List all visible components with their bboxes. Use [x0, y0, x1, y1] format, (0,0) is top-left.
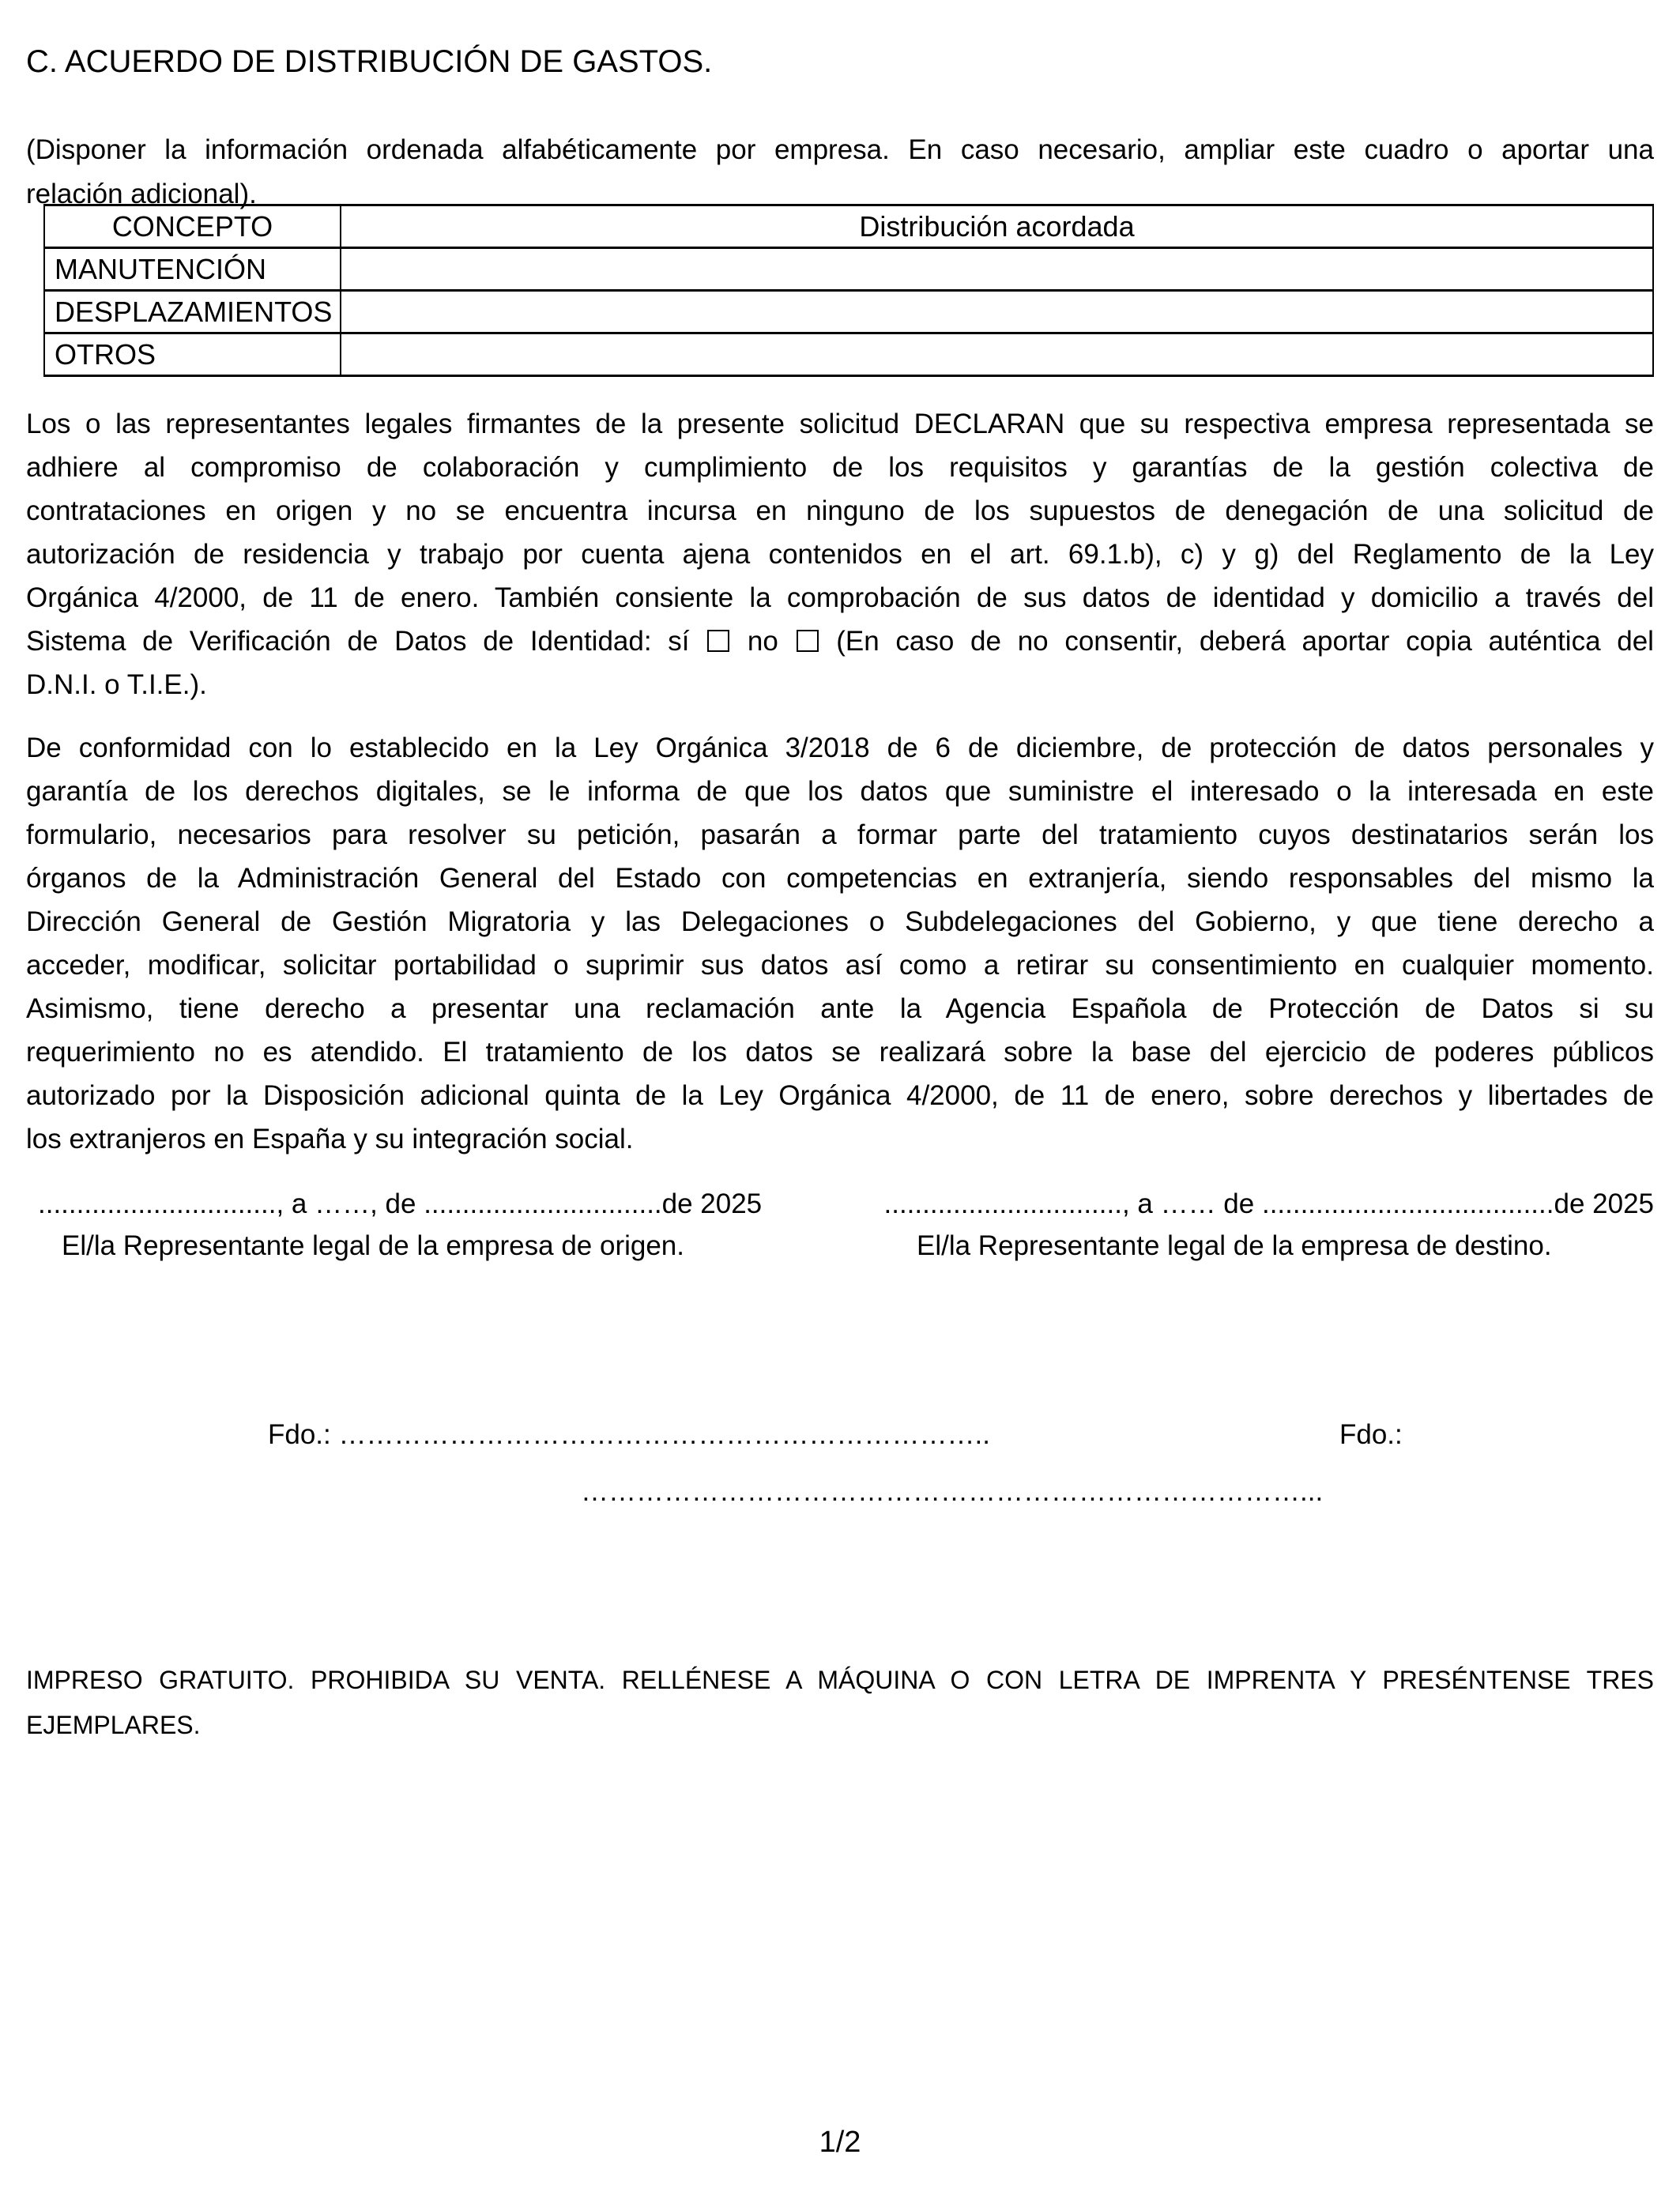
text-line: EJEMPLARES. — [26, 1711, 201, 1739]
declaration-paragraph — [26, 402, 1654, 706]
consent-yes-label: sí — [668, 626, 690, 657]
text-line: Orgánica 4/2000, de 11 de enero. También consiente la comprobación de sus datos de identidad y domicilio a través del — [26, 582, 1654, 613]
row-label-otros: OTROS — [44, 333, 341, 376]
text-line: adhiere al compromiso de colaboración y cumplimiento de los requisitos y garantías de la gestión colectiva de — [26, 452, 1654, 483]
free-form-notice — [26, 1658, 1654, 1748]
row-label-manutencion: MANUTENCIÓN — [44, 248, 341, 291]
text-line: relación adicional). — [26, 179, 257, 209]
declaration-lines — [26, 402, 1654, 620]
expenses-table-wrap — [43, 204, 1654, 377]
text-line: garantía de los derechos digitales, se le informa de que los datos que suministre el interesado o la interesada en este — [26, 776, 1654, 807]
date-place-line-origin[interactable]: ..............................., a ……, de ...............................de 2025 — [38, 1188, 763, 1219]
table-header-row — [44, 205, 1653, 248]
text-line: requerimiento no es atendido. El tratamiento de los datos se realizará sobre la base del ejercicio de poderes públicos — [26, 1037, 1654, 1068]
fdo-label-destination: Fdo.: — [1339, 1419, 1403, 1450]
cell-otros-value[interactable] — [341, 333, 1653, 376]
signed-by-destination — [1339, 1413, 1403, 1456]
page-title: C. ACUERDO DE DISTRIBUCIÓN DE GASTOS. — [26, 44, 713, 79]
table-row — [44, 248, 1653, 291]
text-line: contrataciones en origen y no se encuentra incursa en ninguno de los supuestos de denegación de una solicitud de — [26, 495, 1654, 526]
row-label-desplazamientos: DESPLAZAMIENTOS — [44, 291, 341, 333]
text-line: formulario, necesarios para resolver su petición, pasarán a formar parte del tratamiento cuyos destinatarios serán los — [26, 819, 1654, 850]
consent-note: (En caso de no consentir, deberá aportar copia auténtica del — [836, 626, 1654, 657]
text-line: acceder, modificar, solicitar portabilidad o suprimir sus datos así como a retirar su consentimiento en cualquier momento. — [26, 950, 1654, 981]
date-place-line-destination[interactable]: ..............................., a …… de ......................................de 2025 — [883, 1188, 1654, 1219]
text-line: los extranjeros en España y su integración social. — [26, 1124, 634, 1154]
representative-destination-label: El/la Representante legal de la empresa de destino. — [917, 1230, 1552, 1261]
text-line: (Disponer la información ordenada alfabéticamente por empresa. En caso necesario, ampliar este cuadro o aportar una — [26, 134, 1654, 165]
consent-line — [26, 620, 1654, 663]
fdo-label-origin: Fdo.: — [268, 1419, 331, 1450]
signed-by-origin — [268, 1413, 990, 1456]
text-line: Los o las representantes legales firmantes de la presente solicitud DECLARAN que su respectiva empresa representada se — [26, 409, 1654, 439]
text-line: autorizado por la Disposición adicional quinta de la Ley Orgánica 4/2000, de 11 de enero, sobre derechos y libertades de — [26, 1080, 1654, 1111]
declaration-last-line: D.N.I. o T.I.E.). — [26, 669, 207, 700]
consent-yes-checkbox[interactable] — [707, 630, 729, 652]
cell-manutencion-value[interactable] — [341, 248, 1653, 291]
expenses-table — [43, 204, 1654, 377]
consent-no-label: no — [747, 626, 778, 657]
consent-no-checkbox[interactable] — [797, 630, 819, 652]
representative-origin-label: El/la Representante legal de la empresa de origen. — [62, 1230, 684, 1261]
cell-desplazamientos-value[interactable] — [341, 291, 1653, 333]
fdo-signature-line-origin[interactable]: …………………………………………………………….. — [338, 1419, 990, 1450]
text-line: autorización de residencia y trabajo por cuenta ajena contenidos en el art. 69.1.b), c) y g) del Reglamento de la Ley — [26, 539, 1654, 570]
page-number: 1/2 — [819, 2126, 861, 2159]
text-line: Dirección General de Gestión Migratoria y las Delegaciones o Subdelegaciones del Gobierno, y que tiene derecho a — [26, 906, 1654, 937]
table-row — [44, 333, 1653, 376]
text-line: De conformidad con lo establecido en la Ley Orgánica 3/2018 de 6 de diciembre, de protección de datos personales y — [26, 733, 1654, 763]
privacy-paragraph — [26, 726, 1654, 1161]
text-line: Asimismo, tiene derecho a presentar una reclamación ante la Agencia Española de Protección de Datos si su — [26, 993, 1654, 1024]
consent-question: Sistema de Verificación de Datos de Identidad: — [26, 626, 652, 657]
column-header-concepto: CONCEPTO — [44, 205, 341, 248]
text-line: órganos de la Administración General del Estado con competencias en extranjería, siendo responsables del mismo la — [26, 863, 1654, 894]
signature-date-row — [38, 1182, 1654, 1226]
table-row — [44, 291, 1653, 333]
column-header-distribucion: Distribución acordada — [341, 205, 1653, 248]
text-line: IMPRESO GRATUITO. PROHIBIDA SU VENTA. RELLÉNESE A MÁQUINA O CON LETRA DE IMPRENTA Y PRESÉNTENSE TRES — [26, 1666, 1654, 1694]
fdo-signature-line-extra[interactable]: ……………………………………………………………………... — [581, 1476, 1324, 1507]
